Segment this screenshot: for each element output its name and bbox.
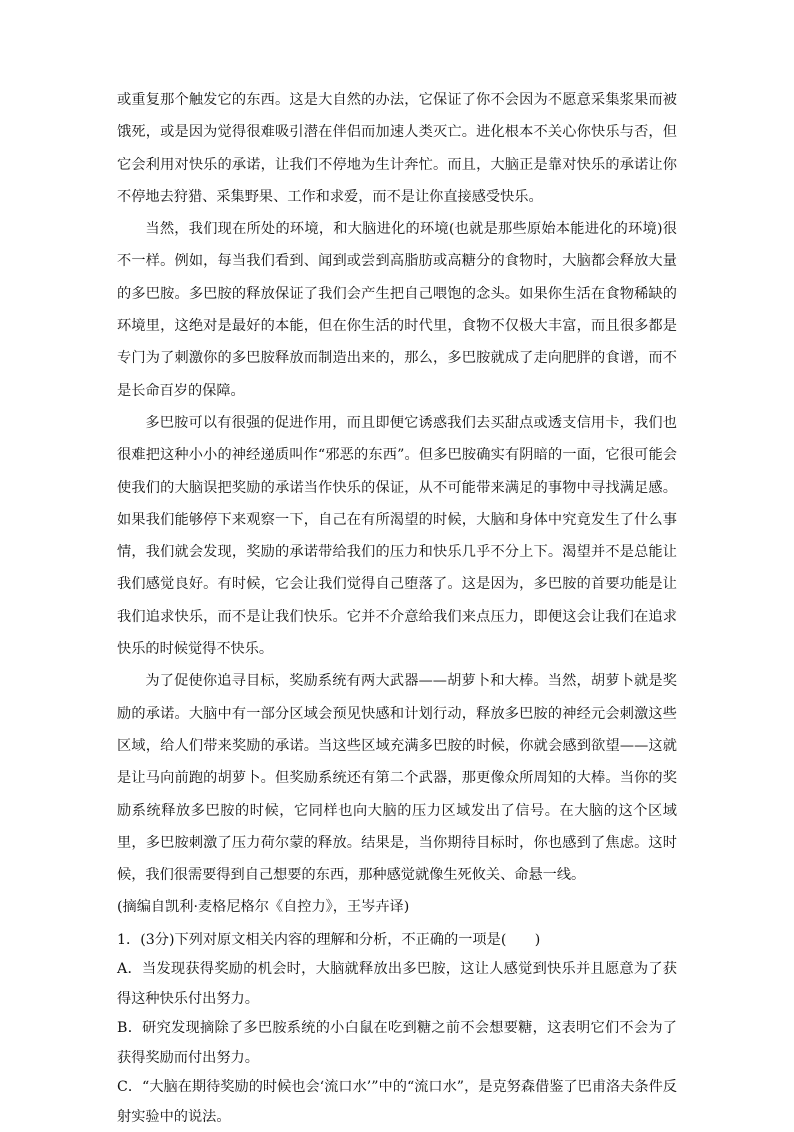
option-c: C．“大脑在期待奖励的时候也会‘流口水’”中的“流口水”，是克努森借鉴了巴甫洛夫条件反射实验中的说法。 bbox=[117, 1079, 677, 1125]
question-stem: 1．(3分)下列对原文相关内容的理解和分析，不正确的一项是( ) bbox=[117, 931, 541, 948]
option-b: B．研究发现摘除了多巴胺系统的小白鼠在吃到糖之前不会想要糖，这表明它们不会为了获得奖励而付出努力。 bbox=[117, 1020, 677, 1066]
question-1 bbox=[117, 926, 677, 1132]
passage-paragraph-2: 当然，我们现在所处的环境，和大脑进化的环境(也就是那些原始本能进化的环境)很不一样。例如，每当我们看到、闻到或尝到高脂肪或高糖分的食物时，大脑都会释放大量的多巴胺。多巴胺的释放保证了我们会产生把自己喂饱的念头。如果你生活在食物稀缺的环境里，这绝对是最好的本能，但在你生活的时代里，食物不仅极大丰富，而且很多都是专门为了刺激你的多巴胺释放而制造出来的，那么，多巴胺就成了走向肥胖的食谱，而不是长命百岁的保障。 bbox=[117, 221, 677, 399]
passage-paragraph-1: 或重复那个触发它的东西。这是大自然的办法，它保证了你不会因为不愿意采集浆果而被饿死，或是因为觉得很难吸引潜在伴侣而加速人类灭亡。进化根本不关心你快乐与否，但它会利用对快乐的承诺，让我们不停地为生计奔忙。而且，大脑正是靠对快乐的承诺让你不停地去狩猎、采集野果、工作和求爱，而不是让你直接感受快乐。 bbox=[117, 92, 677, 205]
reading-passage bbox=[117, 84, 677, 924]
passage-paragraph-4: 为了促使你追寻目标，奖励系统有两大武器——胡萝卜和大棒。当然，胡萝卜就是奖励的承诺。大脑中有一部分区域会预见快感和计划行动，释放多巴胺的神经元会刺激这些区域，给人们带来奖励的承诺。当这些区域充满多巴胺的时候，你就会感到欲望——这就是让马向前跑的胡萝卜。但奖励系统还有第二个武器，那更像众所周知的大棒。当你的奖励系统释放多巴胺的时候，它同样也向大脑的压力区域发出了信号。在大脑的这个区域里，多巴胺刺激了压力荷尔蒙的释放。结果是，当你期待目标时，你也感到了焦虑。这时候，我们很需要得到自己想要的东西，那种感觉就像生死攸关、命悬一线。 bbox=[117, 673, 677, 884]
source-citation: (摘编自凯利·麦格尼格尔《自控力》，王岑卉译) bbox=[117, 899, 410, 916]
passage-paragraph-3: 多巴胺可以有很强的促进作用，而且即便它诱惑我们去买甜点或透支信用卡，我们也很难把这种小小的神经递质叫作“邪恶的东西”。但多巴胺确实有阴暗的一面，它很可能会使我们的大脑误把奖励的承诺当作快乐的保证，从不可能带来满足的事物中寻找满足感。如果我们能够停下来观察一下，自己在有所渴望的时候，大脑和身体中究竟发生了什么事情，我们就会发现，奖励的承诺带给我们的压力和快乐几乎不分上下。渴望并不是总能让我们感觉良好。有时候，它会让我们觉得自己堕落了。这是因为，多巴胺的首要功能是让我们追求快乐，而不是让我们快乐。它并不介意给我们来点压力，即便这会让我们在追求快乐的时候觉得不快乐。 bbox=[117, 414, 677, 658]
option-a: A．当发现获得奖励的机会时，大脑就释放出多巴胺，这让人感觉到快乐并且愿意为了获得这种快乐付出努力。 bbox=[117, 961, 677, 1007]
